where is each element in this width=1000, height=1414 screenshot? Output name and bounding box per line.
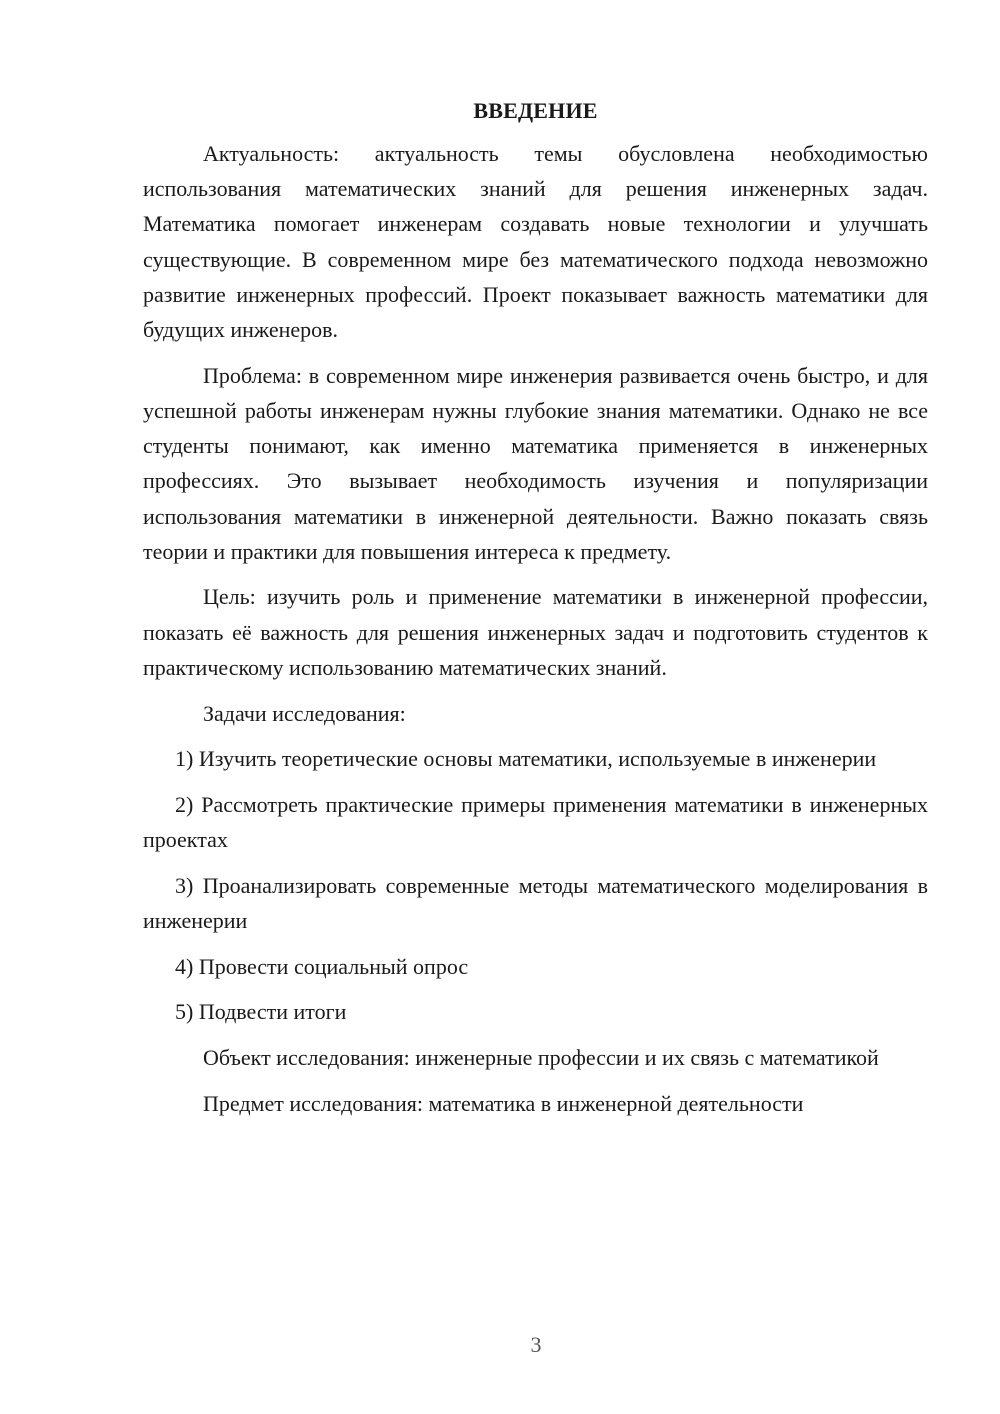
goal-paragraph: Цель: изучить роль и применение математики в инженерной профессии, показать её важность для решения инженерных задач и подготовить студентов к практическому использованию математических знаний.: [143, 584, 928, 680]
relevance-paragraph: Актуальность: актуальность темы обусловлена необходимостью использования математических знаний для решения инженерных задач. Математика помогает инженерам создавать новые технологии и улучшать существующие. В современном мире без математического подхода невозможно развитие инженерных профессий. Проект показывает важность математики для будущих инженеров.: [143, 141, 928, 343]
problem-paragraph: Проблема: в современном мире инженерия развивается очень быстро, и для успешной работы инженерам нужны глубокие знания математики. Однако не все студенты понимают, как именно математика применяется в инженерных профессиях. Это вызывает необходимость изучения и популяризации использования математики в инженерной деятельности. Важно показать связь теории и практики для повышения интереса к предмету.: [143, 362, 928, 564]
task-item-1: 1) Изучить теоретические основы математики, используемые в инженерии: [175, 746, 877, 772]
research-object-paragraph: Объект исследования: инженерные профессии и их связь с математикой: [203, 1045, 879, 1071]
document-page: [143, 93, 928, 1132]
task-item-2: 2) Рассмотреть практические примеры применения математики в инженерных проектах: [143, 791, 928, 853]
research-subject-paragraph: Предмет исследования: математика в инженерной деятельности: [203, 1090, 804, 1116]
task-item-4: 4) Провести социальный опрос: [175, 953, 469, 979]
task-item-5: 5) Подвести итоги: [175, 999, 347, 1025]
page-title: ВВЕДЕНИЕ: [473, 98, 598, 123]
task-item-3: 3) Проанализировать современные методы математического моделирования в инженерии: [143, 872, 928, 934]
page-number: 3: [530, 1332, 542, 1357]
tasks-heading: Задачи исследования:: [203, 700, 406, 726]
